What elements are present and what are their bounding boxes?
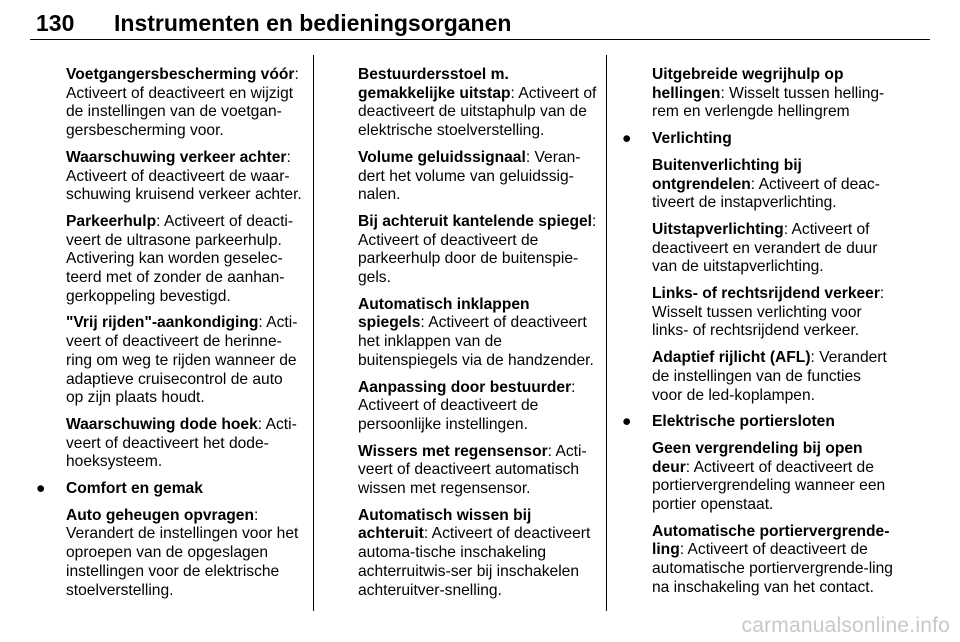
watermark: carmanualsonline.info bbox=[741, 614, 950, 637]
setting-item bbox=[358, 507, 598, 601]
bullet-icon: ● bbox=[36, 480, 46, 498]
column-1 bbox=[36, 66, 304, 608]
setting-description: : Acti-veert of deactiveert de herinne-ring om weg te rijden wanneer de adaptieve cruisecontrol de auto op zijn plaats houdt. bbox=[66, 314, 298, 407]
setting-description: : Wisselt tussen verlichting voor links- of rechtsrijdend verkeer. bbox=[652, 285, 885, 340]
setting-item bbox=[622, 440, 894, 515]
setting-label: Uitstapverlichting bbox=[652, 220, 784, 238]
setting-description: : Activeert of deactiveert de parkeerhulp door de buitenspie-gels. bbox=[358, 212, 597, 287]
setting-description: : Activeert of deactiveert de automatische portiervergrende-ling na inschakeling van het contact. bbox=[652, 541, 893, 596]
setting-description: : Activeert of deacti-veert de ultrasone parkeerhulp. Activering kan worden geselec-teerd met of zonder de aanhan-gerkoppeling bevestigd. bbox=[66, 212, 294, 305]
setting-label: Aanpassing door bestuurder bbox=[358, 378, 572, 396]
section-heading-locks bbox=[622, 413, 894, 432]
setting-description: : Activeert of deactiveert de persoonlijke instellingen. bbox=[358, 378, 576, 433]
setting-description: : Wisselt tussen helling-rem en verlengde hellingrem bbox=[652, 84, 885, 121]
setting-item bbox=[622, 66, 894, 122]
bullet-icon: ● bbox=[622, 413, 632, 431]
page-header bbox=[30, 8, 930, 40]
setting-item bbox=[36, 149, 304, 205]
column-divider-2 bbox=[606, 55, 607, 611]
setting-label: Geen vergrendeling bij open deur bbox=[652, 439, 863, 476]
setting-item bbox=[36, 416, 304, 472]
setting-label: Uitgebreide wegrijhulp op hellingen bbox=[652, 66, 844, 102]
setting-label: Wissers met regensensor bbox=[358, 442, 548, 460]
setting-item bbox=[358, 149, 598, 205]
setting-label: Bestuurdersstoel m. gemakkelijke uitstap bbox=[358, 66, 511, 102]
setting-item bbox=[358, 296, 598, 371]
setting-item bbox=[358, 379, 598, 435]
setting-label: Adaptief rijlicht (AFL) bbox=[652, 349, 811, 367]
setting-label: Auto geheugen opvragen bbox=[66, 506, 255, 524]
setting-item bbox=[622, 523, 894, 598]
setting-description: : Acti-veert of deactiveert het dode-hoeksysteem. bbox=[66, 415, 297, 471]
setting-description: : Activeert of deactiveert en wijzigt de instellingen van de voetgan-gersbescherming voor. bbox=[66, 66, 299, 140]
setting-description: : Verandert de instellingen van de functies voor de led-koplampen. bbox=[652, 349, 887, 404]
setting-item bbox=[622, 285, 894, 341]
bullet-icon: ● bbox=[622, 130, 632, 148]
column-divider-1 bbox=[313, 55, 314, 611]
setting-item bbox=[358, 66, 598, 141]
setting-label: Automatisch inklappen spiegels bbox=[358, 295, 530, 332]
setting-item bbox=[36, 213, 304, 307]
setting-description: : Activeert of deac-tiveert de instapverlichting. bbox=[652, 175, 880, 212]
setting-label: "Vrij rijden"-aankondiging bbox=[66, 314, 259, 332]
setting-item bbox=[36, 507, 304, 601]
setting-label: Automatisch wissen bij achteruit bbox=[358, 506, 532, 543]
setting-description: : Veran-dert het volume van geluidssig-nalen. bbox=[358, 148, 581, 204]
setting-item bbox=[358, 443, 598, 499]
setting-description: : Activeert of deactiveert de portiervergrendeling wanneer een portier openstaat. bbox=[652, 458, 886, 514]
setting-item bbox=[622, 349, 894, 405]
setting-label: Waarschuwing dode hoek bbox=[66, 415, 258, 433]
setting-description: : Acti-veert of deactiveert automatisch wissen met regensensor. bbox=[358, 442, 587, 498]
setting-label: Volume geluidssignaal bbox=[358, 148, 526, 166]
setting-label: Parkeerhulp bbox=[66, 212, 157, 230]
setting-description: : Activeert of deactiveert het inklappen van de buitenspiegels via de handzender. bbox=[358, 314, 594, 369]
setting-label: Bij achteruit kantelende spiegel bbox=[358, 212, 592, 230]
setting-item bbox=[358, 213, 598, 288]
setting-label: Automatische portiervergrende-ling bbox=[652, 522, 890, 559]
setting-description: : Activeert of deactiveert de waar-schuwing kruisend verkeer achter. bbox=[66, 148, 302, 204]
section-heading-label: Elektrische portiersloten bbox=[652, 413, 835, 431]
setting-label: Buitenverlichting bij ontgrendelen bbox=[652, 156, 802, 193]
page-number: 130 bbox=[36, 10, 75, 36]
section-heading-lighting bbox=[622, 130, 894, 149]
setting-description: : Activeert of deactiveert automa-tische inschakeling achterruitwis-ser bij inschakelen achteruitver-snelling. bbox=[358, 525, 591, 599]
setting-item bbox=[622, 221, 894, 277]
section-heading-label: Comfort en gemak bbox=[66, 480, 203, 498]
setting-description: : Verandert de instellingen voor het oproepen van de opgeslagen instellingen voor de elektrische stoelverstelling. bbox=[66, 506, 299, 599]
setting-label: Waarschuwing verkeer achter bbox=[66, 148, 287, 166]
setting-label: Voetgangersbescherming vóór bbox=[66, 66, 295, 83]
setting-description: : Activeert of deactiveert en verandert de duur van de uitstapverlichting. bbox=[652, 220, 878, 276]
section-heading-label: Verlichting bbox=[652, 130, 732, 148]
page-title: Instrumenten en bedieningsorganen bbox=[114, 10, 512, 36]
setting-item bbox=[36, 66, 304, 141]
setting-label: Links- of rechtsrijdend verkeer bbox=[652, 285, 880, 303]
column-3 bbox=[622, 66, 894, 606]
column-2 bbox=[358, 66, 598, 608]
setting-item bbox=[622, 157, 894, 213]
section-heading-comfort bbox=[36, 480, 304, 499]
setting-item bbox=[36, 314, 304, 408]
setting-description: : Activeert of deactiveert de uitstaphulp van de elektrische stoelverstelling. bbox=[358, 84, 597, 140]
